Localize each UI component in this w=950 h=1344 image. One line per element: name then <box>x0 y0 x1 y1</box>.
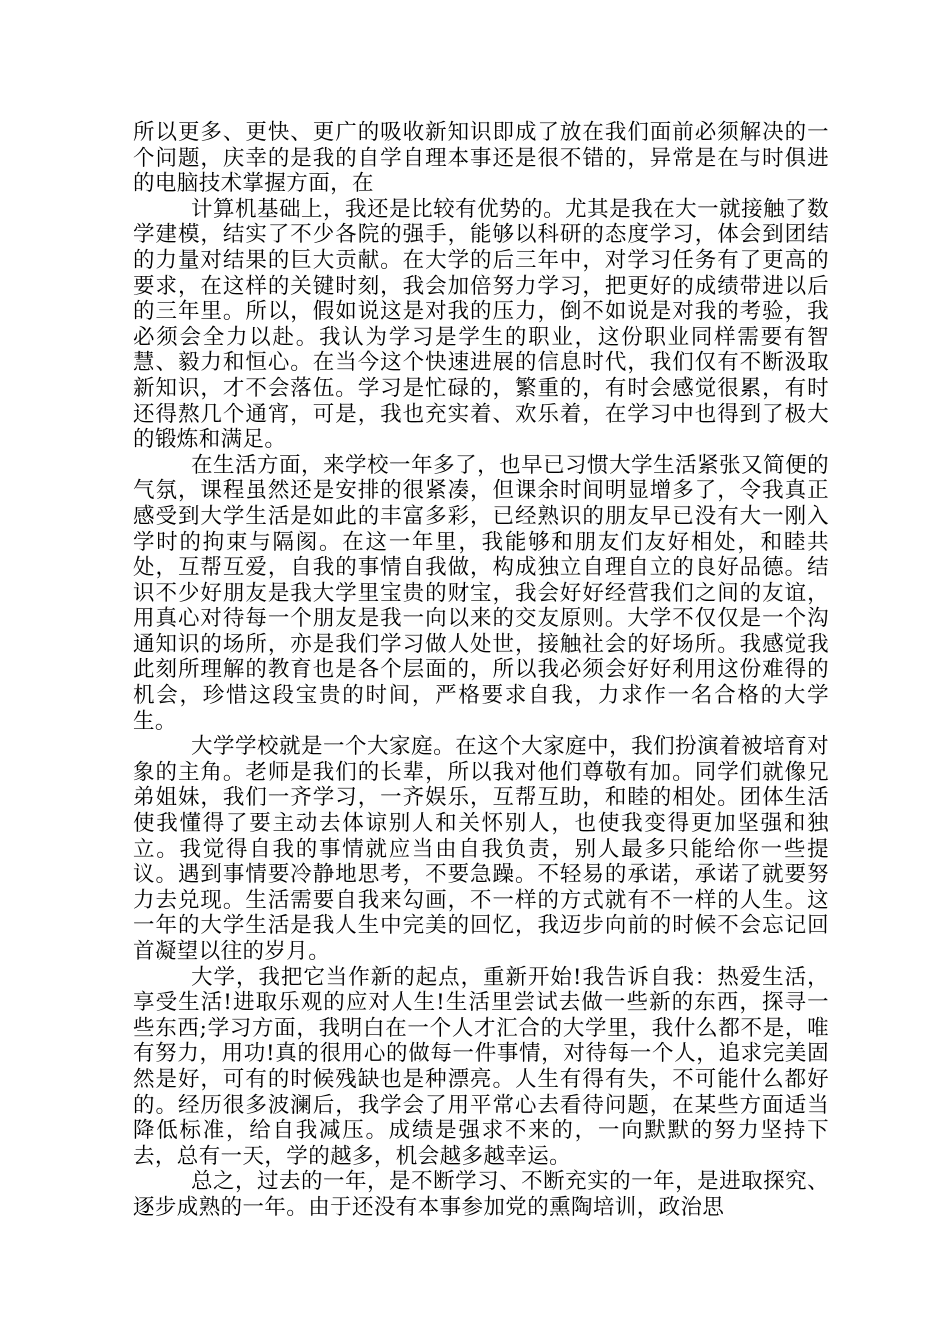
document-body <box>133 120 829 1221</box>
paragraph-1: 所以更多、更快、更广的吸收新知识即成了放在我们面前必须解决的一个问题，庆幸的是我的自学自理本事还是很不错的，异常是在与时俱进的电脑技术掌握方面，在 <box>133 120 829 197</box>
paragraph-2: 计算机基础上，我还是比较有优势的。尤其是我在大一就接触了数学建模，结实了不少各院的强手，能够以科研的态度学习，体会到团结的力量对结果的巨大贡献。在大学的后三年中，对学习任务有了更高的要求，在这样的关键时刻，我会加倍努力学习，把更好的成绩带进以后的三年里。所以，假如说这是对我的压力，倒不如说是对我的考验，我必须会全力以赴。我认为学习是学生的职业，这份职业同样需要有智慧、毅力和恒心。在当今这个快速进展的信息时代，我们仅有不断汲取新知识，才不会落伍。学习是忙碌的，繁重的，有时会感觉很累，有时还得熬几个通宵，可是，我也充实着、欢乐着，在学习中也得到了极大的锻炼和满足。 <box>133 196 829 453</box>
paragraph-3: 在生活方面，来学校一年多了，也早已习惯大学生活紧张又简便的气氛，课程虽然还是安排的很紧凑，但课余时间明显增多了，令我真正感受到大学生活是如此的丰富多彩，已经熟识的朋友早已没有大一刚入学时的拘束与隔阂。在这一年里，我能够和朋友们友好相处，和睦共处，互帮互爱，自我的事情自我做，构成独立自理自立的良好品德。结识不少好朋友是我大学里宝贵的财宝，我会好好经营我们之间的友谊，用真心对待每一个朋友是我一向以来的交友原则。大学不仅仅是一个沟通知识的场所，亦是我们学习做人处世，接触社会的好场所。我感觉我此刻所理解的教育也是各个层面的，所以我必须会好好利用这份难得的机会，珍惜这段宝贵的时间，严格要求自我，力求作一名合格的大学生。 <box>133 452 829 734</box>
paragraph-6: 总之，过去的一年，是不断学习、不断充实的一年，是进取探究、逐步成熟的一年。由于还没有本事参加党的熏陶培训，政治思 <box>133 1169 829 1220</box>
paragraph-5: 大学，我把它当作新的起点，重新开始!我告诉自我：热爱生活，享受生活!进取乐观的应对人生!生活里尝试去做一些新的东西，探寻一些东西;学习方面，我明白在一个人才汇合的大学里，我什么都不是，唯有努力，用功!真的很用心的做每一件事情，对待每一个人，追求完美固然是好，可有的时候残缺也是种漂亮。人生有得有失，不可能什么都好的。经历很多波澜后，我学会了用平常心去看待问题，在某些方面适当降低标准，给自我减压。成绩是强求不来的，一向默默的努力坚持下去，总有一天，学的越多，机会越多越幸运。 <box>133 964 829 1169</box>
paragraph-4: 大学学校就是一个大家庭。在这个大家庭中，我们扮演着被培育对象的主角。老师是我们的长辈，所以我对他们尊敬有加。同学们就像兄弟姐妹，我们一齐学习，一齐娱乐，互帮互助，和睦的相处。团体生活使我懂得了要主动去体谅别人和关怀别人，也使我变得更加坚强和独立。我觉得自我的事情就应当由自我负责，别人最多只能给你一些提议。遇到事情要冷静地思考，不要急躁。不轻易的承诺，承诺了就要努力去兑现。生活需要自我来勾画，不一样的方式就有不一样的人生。这一年的大学生活是我人生中完美的回忆，我迈步向前的时候不会忘记回首凝望以往的岁月。 <box>133 734 829 964</box>
